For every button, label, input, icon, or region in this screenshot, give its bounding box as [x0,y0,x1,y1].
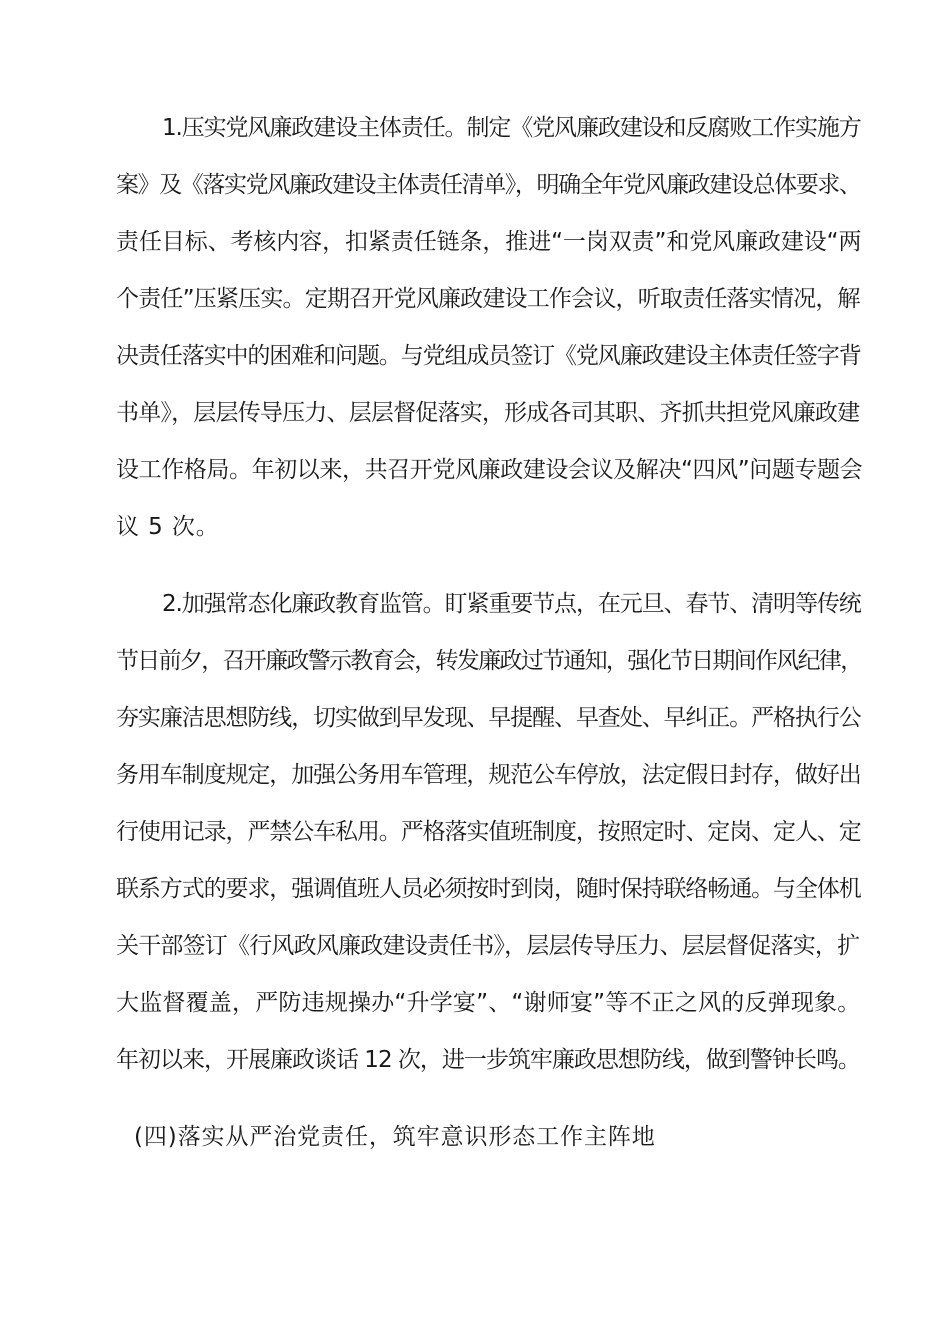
paragraph-line: 2.加强常态化廉政教育监管。盯紧重要节点，在元旦、春节、清明等传统 [162,591,861,617]
paragraph-line: 务用车制度规定，加强公务用车管理，规范公车停放，法定假日封存，做好出 [116,762,861,788]
section-heading-text: (四)落实从严治党责任，筑牢意识形态工作主阵地 [134,1124,656,1150]
paragraph-line: 决责任落实中的困难和问题。与党组成员签订《党风廉政建设主体责任签字背 [116,343,861,369]
paragraph-line: 行使用记录，严禁公车私用。严格落实值班制度，按照定时、定岗、定人、定 [116,819,861,845]
paragraph-line: 联系方式的要求，强调值班人员必须按时到岗，随时保持联络畅通。与全体机 [116,876,861,902]
paragraph-line: 1.压实党风廉政建设主体责任。制定《党风廉政建设和反腐败工作实施方 [162,115,861,141]
paragraph-line: 设工作格局。年初以来，共召开党风廉政建设会议及解决“四风”问题专题会 [116,457,863,483]
paragraph-line: 夯实廉洁思想防线，切实做到早发现、早提醒、早查处、早纠正。严格执行公 [116,705,861,731]
paragraph-line: 书单》，层层传导压力、层层督促落实，形成各司其职、齐抓共担党风廉政建 [116,400,860,426]
paragraph-line: 案》及《落实党风廉政建设主体责任清单》，明确全年党风廉政建设总体要求、 [116,172,861,198]
paragraph-line: 年初以来，开展廉政谈话 12 次，进一步筑牢廉政思想防线，做到警钟长鸣。 [116,1047,860,1073]
paragraph-line: 责任目标、考核内容，扣紧责任链条，推进“一岗双责”和党风廉政建设“两 [116,229,862,255]
paragraph-line: 议 5 次。 [116,514,220,540]
paragraph-line: 节日前夕，召开廉政警示教育会，转发廉政过节通知，强化节日期间作风纪律， [116,648,862,674]
paragraph-line: 大监督覆盖，严防违规操办“升学宴”、“谢师宴”等不正之风的反弹现象。 [116,990,861,1016]
paragraph-line: 个责任”压紧压实。定期召开党风廉政建设工作会议，听取责任落实情况，解 [116,286,860,312]
paragraph-line: 关干部签订《行风政风廉政建设责任书》，层层传导压力、层层督促落实，扩 [116,933,860,959]
